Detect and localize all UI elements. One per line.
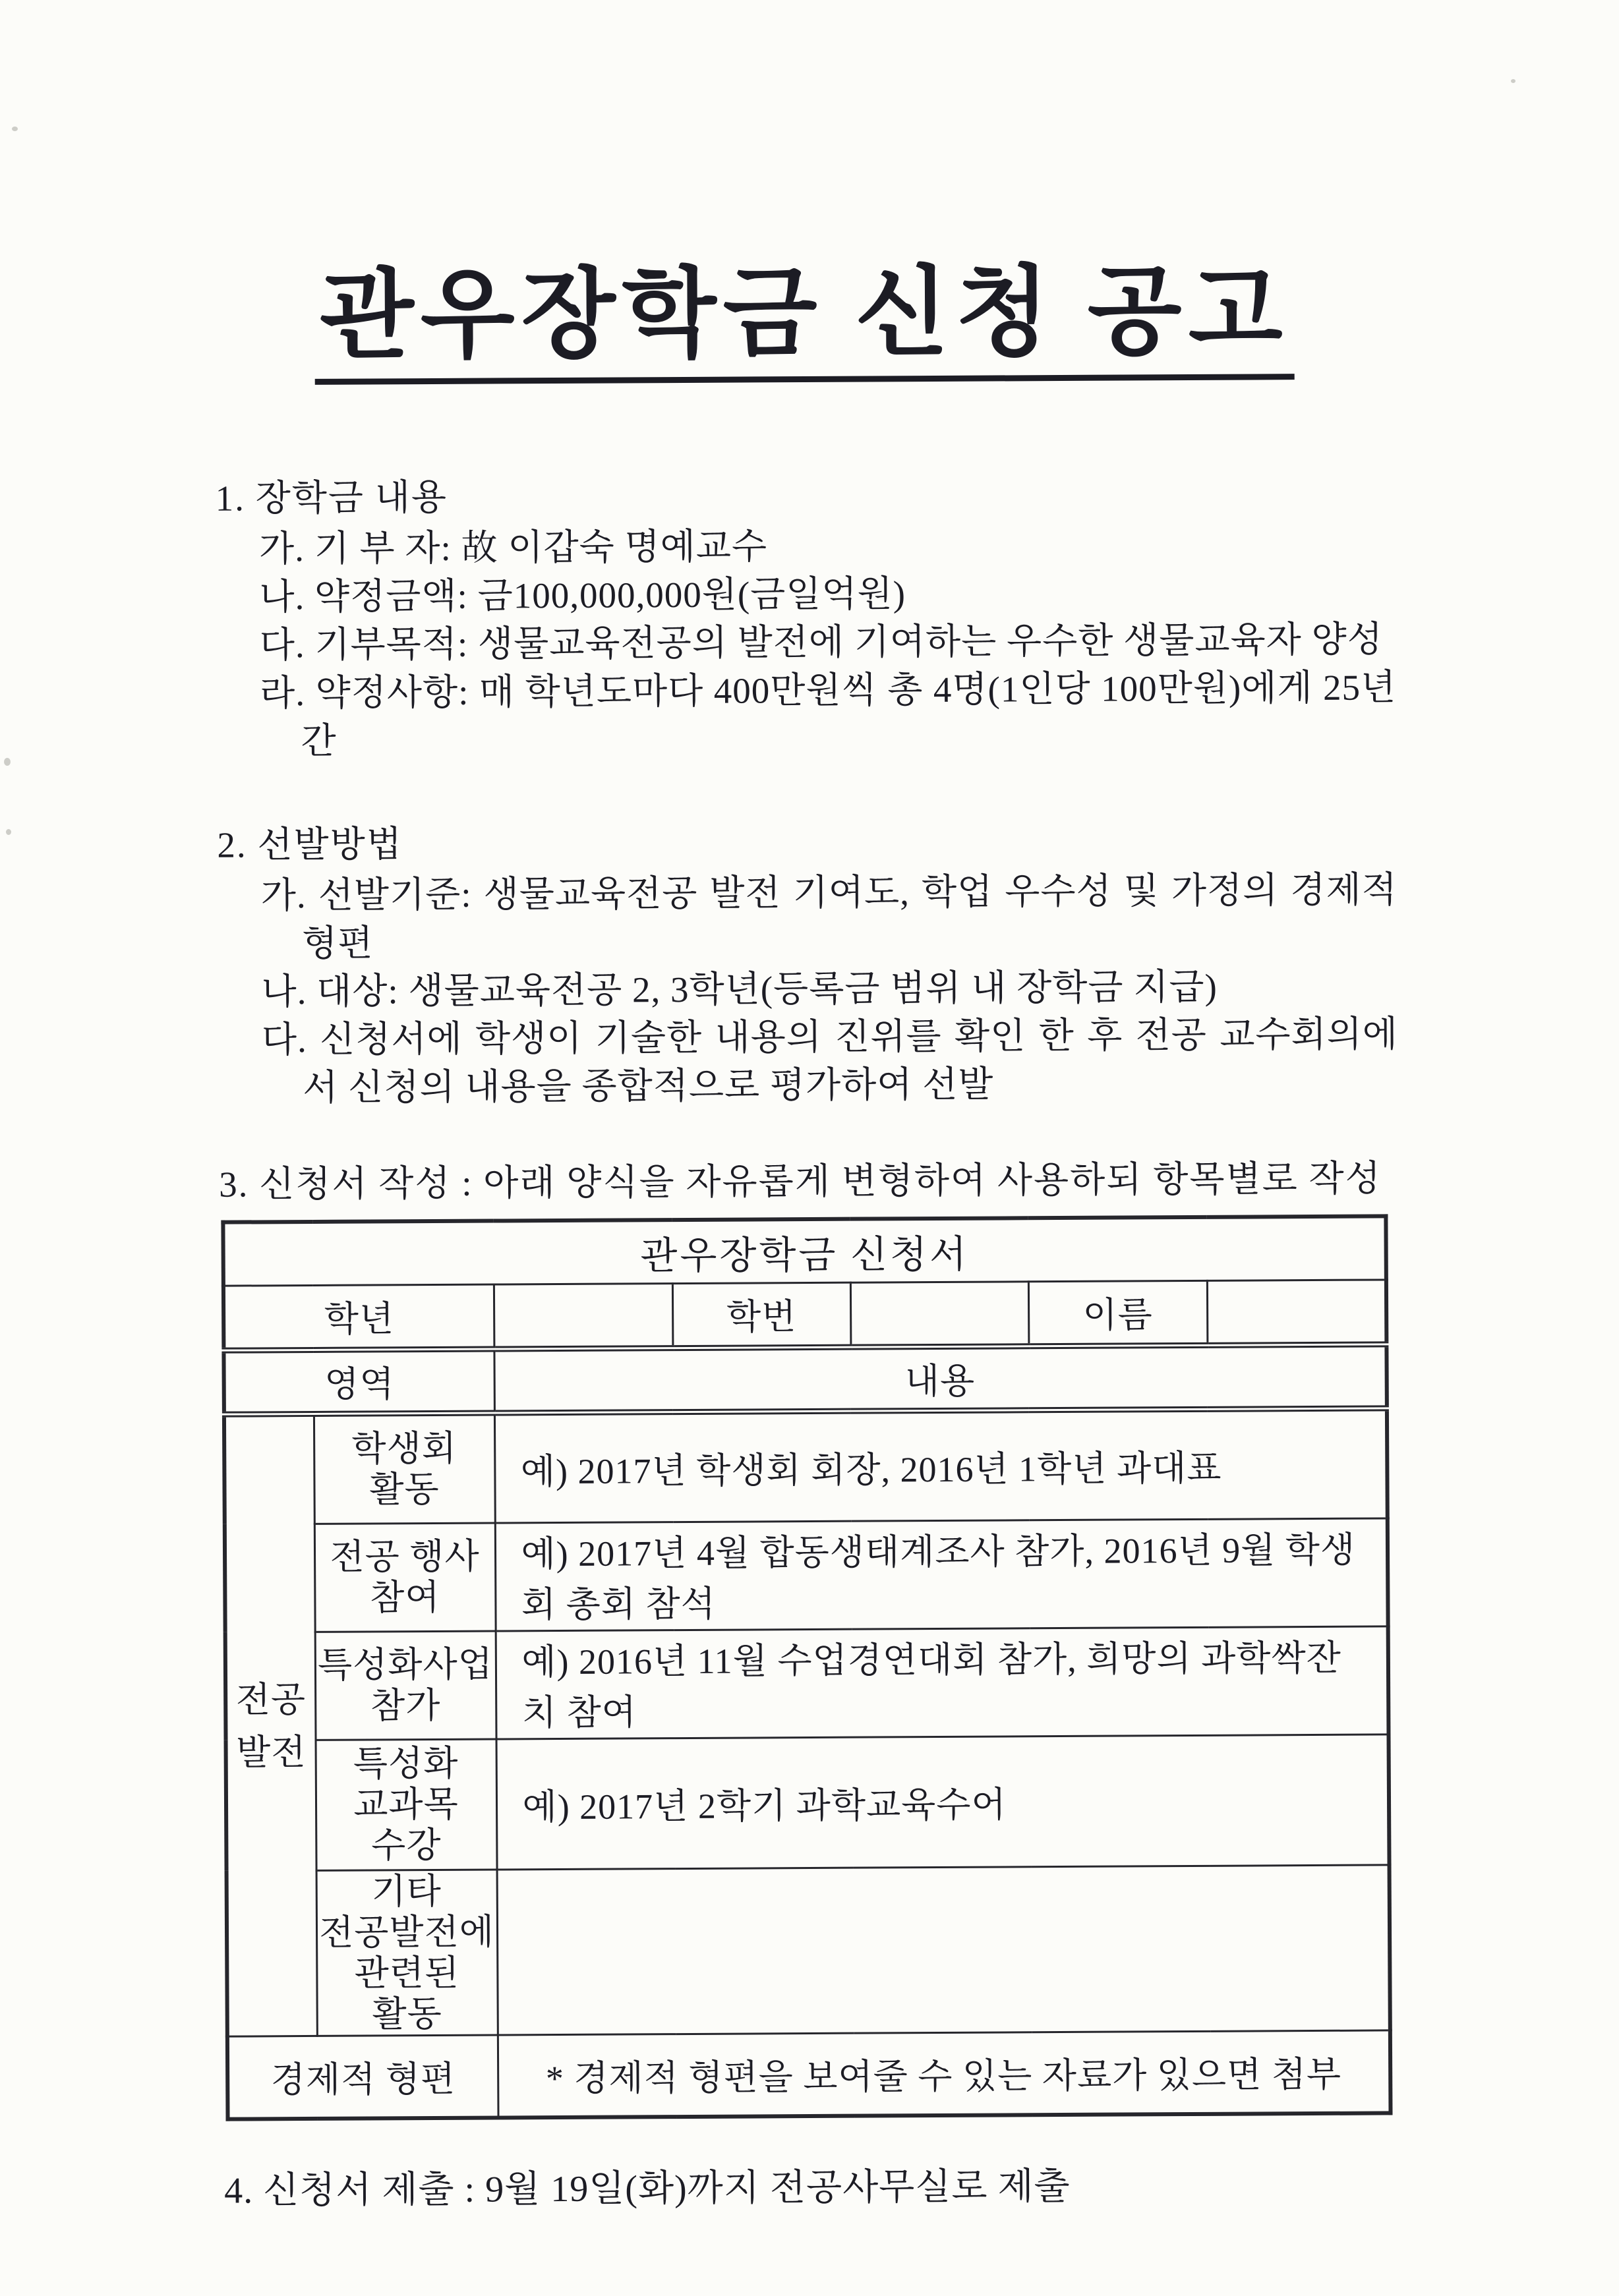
- row-content-cell: 예) 2017년 2학기 과학교육수어: [496, 1734, 1390, 1869]
- application-form-table: [221, 1214, 1392, 2121]
- table-row: [223, 1216, 1386, 1285]
- row-label-cell: 학생회 활동: [314, 1413, 495, 1524]
- section-form-instructions: [219, 1154, 1399, 1208]
- name-label-cell: 이름: [1028, 1280, 1208, 1346]
- form-title-cell: 관우장학금 신청서: [223, 1216, 1386, 1285]
- section-scholarship-details: [215, 468, 1396, 765]
- group-label-cell: 전공 발전: [224, 1414, 317, 2036]
- student-id-value-cell: [850, 1281, 1029, 1346]
- row-label-cell: 특성화사업 참가: [315, 1631, 496, 1740]
- page-title: 관우장학금 신청 공고: [314, 261, 1295, 385]
- economic-content-cell: * 경제적 형편을 보여줄 수 있는 자료가 있으면 첨부: [498, 2030, 1391, 2117]
- area-header-cell: 영역: [223, 1349, 494, 1414]
- table-row: [227, 1864, 1390, 2036]
- table-row: [223, 1344, 1387, 1414]
- row-label-cell: 기타 전공발전에 관련된 활동: [316, 1870, 498, 2036]
- section-items: [261, 865, 1399, 1112]
- section-selection-method: [217, 815, 1398, 1112]
- table-row: [225, 1518, 1388, 1632]
- list-item: 다. 기부목적: 생물교육전공의 발전에 기여하는 우수한 생물교육자 양성: [259, 619, 1384, 666]
- grade-value-cell: [494, 1283, 673, 1348]
- table-row: [224, 1408, 1388, 1524]
- grade-label-cell: 학년: [223, 1284, 494, 1350]
- list-item: 라. 약정사항: 매 학년도마다 400만원씩 총 4명(1인당 100만원)에게 25년간: [260, 667, 1397, 762]
- content-header-cell: 내용: [494, 1344, 1387, 1412]
- row-content-cell: 예) 2016년 11월 수업경연대회 참가, 희망의 과학싹잔치 참여: [496, 1626, 1389, 1738]
- title-block: [214, 260, 1395, 395]
- list-item: 가. 선발기준: 생물교육전공 발전 기여도, 학업 우수성 및 가정의 경제적 형편: [260, 869, 1398, 964]
- row-content-cell: [497, 1864, 1390, 2034]
- section-submission: 4. 신청서 제출 : 9월 19일(화)까지 전공사무실로 제출: [223, 2166, 1071, 2212]
- name-value-cell: [1207, 1279, 1387, 1344]
- student-id-label-cell: 학번: [672, 1282, 851, 1348]
- table-row: [223, 1279, 1387, 1350]
- table-row: [227, 2030, 1391, 2119]
- list-item: 다. 신청서에 학생이 기술한 내용의 진위를 확인 한 후 전공 교수회의에서 신청의 내용을 종합적으로 평가하여 선발: [261, 1014, 1399, 1108]
- table-row: [225, 1626, 1389, 1740]
- row-content-cell: 예) 2017년 학생회 회장, 2016년 1학년 과대표: [494, 1408, 1388, 1522]
- section-heading: 1. 장학금 내용: [215, 476, 448, 519]
- section-items: [259, 519, 1397, 765]
- row-label-cell: 전공 행사 참여: [314, 1523, 496, 1632]
- row-label-cell: 특성화 교과목 수강: [316, 1739, 497, 1870]
- list-item: 나. 대상: 생물교육전공 2, 3학년(등록금 범위 내 장학금 지급): [261, 966, 1218, 1012]
- table-row: [226, 1734, 1390, 1870]
- section-heading: 2. 선발방법: [217, 824, 403, 865]
- section-heading: 3. 신청서 작성 : 아래 양식을 자유롭게 변형하여 사용하되 항목별로 작성: [218, 1158, 1382, 1205]
- economic-label-cell: 경제적 형편: [227, 2035, 498, 2119]
- list-item: 가. 기 부 자: 故 이갑숙 명예교수: [258, 526, 768, 569]
- list-item: 나. 약정금액: 금100,000,000원(금일억원): [259, 573, 906, 617]
- row-content-cell: 예) 2017년 4월 합동생태계조사 참가, 2016년 9월 학생회 총회 참석: [495, 1518, 1388, 1630]
